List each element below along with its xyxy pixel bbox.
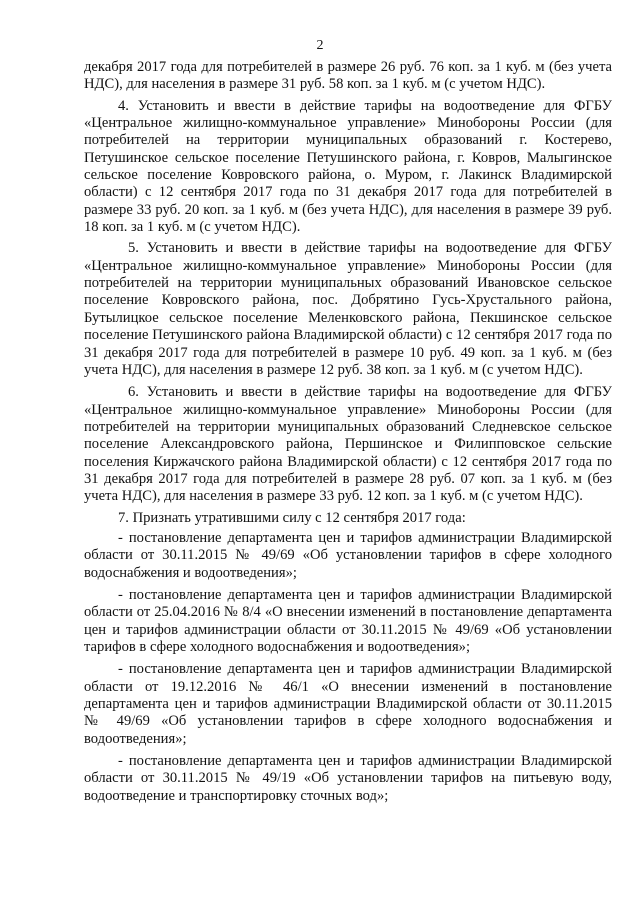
repealed-resolution-3: - постановление департамента цен и тарифов администрации Владимирской области от 19.12.2016 № 46/1 «О внесении изменений в постановление департамента цен и тарифов администрации Владимирской области от 30.11.2015 № 49/69 «Об установлении тарифов в сфере холодного водоснабжения и водоотведения»; bbox=[84, 661, 612, 747]
repealed-resolution-2: - постановление департамента цен и тарифов администрации Владимирской области от 25.04.2016 № 8/4 «О внесении изменений в постановление департамента цен и тарифов администрации области от 30.11.2015 № 49/69 «Об установлении тарифов в сфере холодного водоснабжения и водоотведения»; bbox=[84, 586, 612, 655]
repealed-resolution-4: - постановление департамента цен и тарифов администрации Владимирской области от 30.11.2015 № 49/19 «Об установлении тарифов на питьевую воду, водоотведение и транспортировку сточных вод»; bbox=[84, 753, 612, 804]
paragraph-item-6: 6. Установить и ввести в действие тарифы на водоотведение для ФГБУ «Центральное жилищно-коммунальное управление» Минобороны России (для потребителей на территории муниципальных образований Следневское сельское поселение Александровского района, Першинское и Филипповское сельские поселения Киржачского района Владимирской области) с 12 сентября 2017 года по 31 декабря 2017 года для потребителей в размере 28 руб. 07 коп. за 1 куб. м (без учета НДС), для населения в размере 33 руб. 12 коп. за 1 куб. м (с учетом НДС). bbox=[84, 384, 612, 505]
paragraph-item-4: 4. Установить и ввести в действие тарифы на водоотведение для ФГБУ «Центральное жилищно-коммунальное управление» Минобороны России (для потребителей на территории муниципальных образований г. Костерево, Петушинское сельское поселение Петушинского района, г. Ковров, Малыгинское сельское поселение Ковровского района, о. Муром, г. Лакинск Владимирской области) с 12 сентября 2017 года по 31 декабря 2017 года для потребителей в размере 33 руб. 20 коп. за 1 куб. м (без учета НДС), для населения в размере 39 руб. 18 коп. за 1 куб. м (с учетом НДС). bbox=[84, 97, 612, 236]
paragraph-continuation: декабря 2017 года для потребителей в размере 26 руб. 76 коп. за 1 куб. м (без учета НДС), для населения в размере 31 руб. 58 коп. за 1 куб. м (с учетом НДС). bbox=[84, 59, 612, 93]
repealed-resolution-1: - постановление департамента цен и тарифов администрации Владимирской области от 30.11.2015 № 49/69 «Об установлении тарифов в сфере холодного водоснабжения и водоотведения»; bbox=[84, 529, 612, 581]
paragraph-item-7-heading: 7. Признать утратившими силу с 12 сентября 2017 года: bbox=[118, 509, 466, 526]
paragraph-item-5: 5. Установить и ввести в действие тарифы на водоотведение для ФГБУ «Центральное жилищно-коммунальное управление» Минобороны России (для потребителей на территории муниципальных образований Ивановское сельское поселение Ковровского района, пос. Добрятино Гусь-Хрустального района, Бутылицкое сельское поселение Меленковского района, Пекшинское сельское поселение Петушинского района Владимирской области) с 12 сентября 2017 года по 31 декабря 2017 года для потребителей в размере 10 руб. 49 коп. за 1 куб. м (без учета НДС), для населения в размере 12 руб. 38 коп. за 1 куб. м (с учетом НДС). bbox=[84, 240, 612, 378]
document-body bbox=[84, 59, 612, 810]
page-number: 2 bbox=[316, 38, 324, 53]
